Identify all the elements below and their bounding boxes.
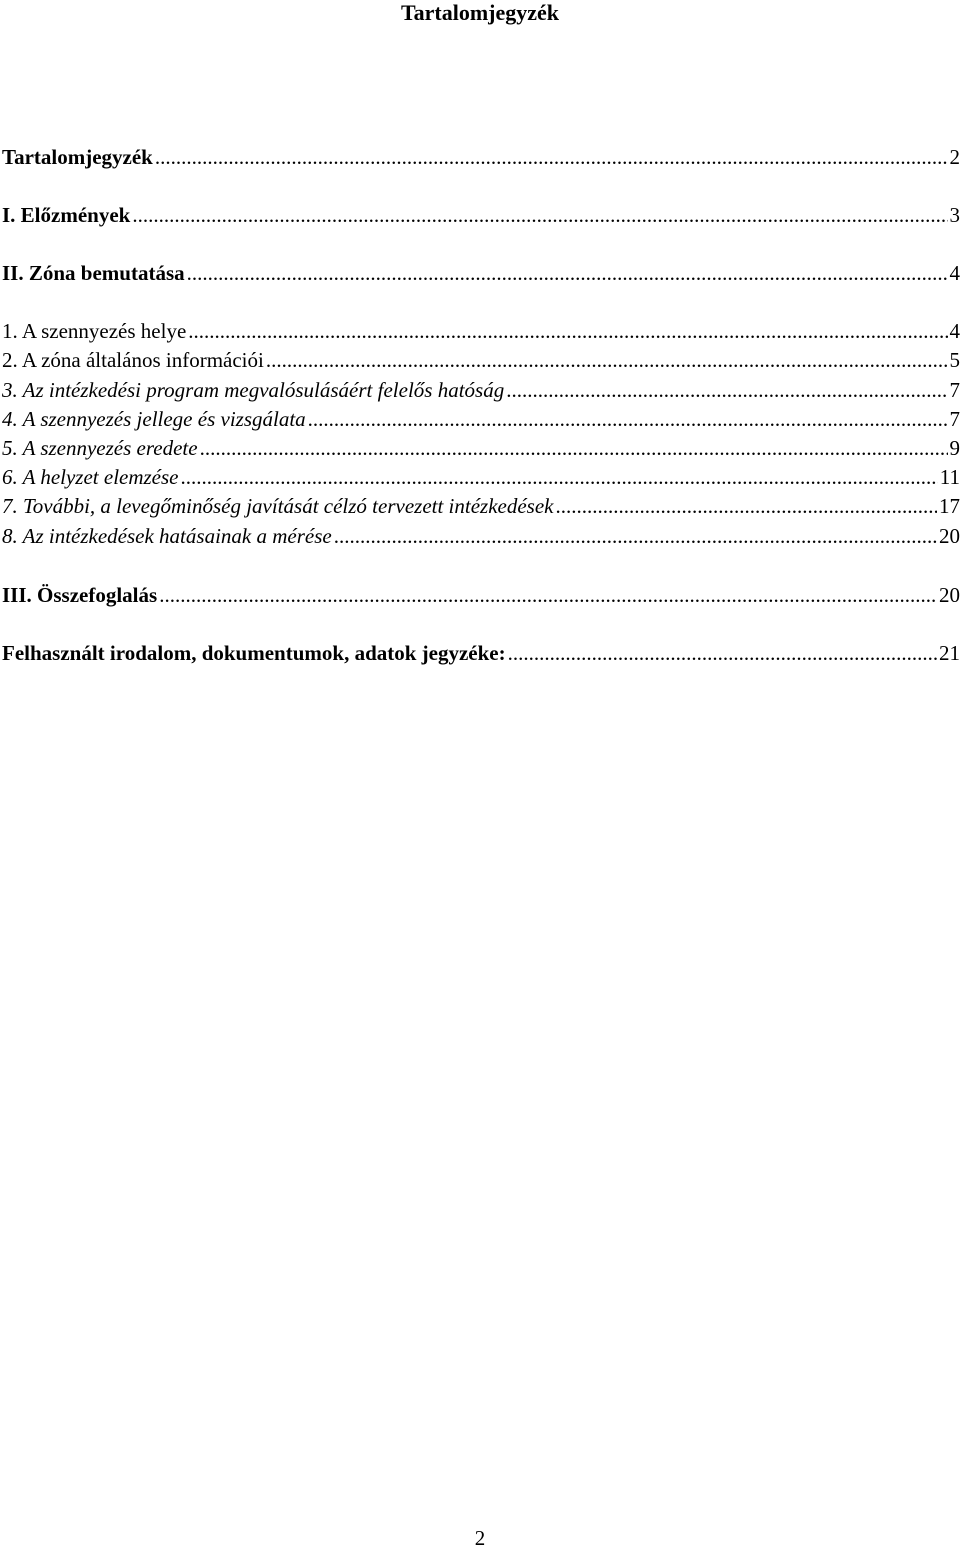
toc-entry-text: 3. Az intézkedési program megvalósulásáért felelős hatóság (2, 378, 505, 402)
toc-entry-page: 20 (939, 583, 960, 607)
toc-entry[interactable] (2, 145, 960, 169)
toc-entry[interactable] (2, 465, 960, 489)
toc-dot-leader (159, 583, 937, 607)
toc-entry[interactable] (2, 407, 960, 431)
toc-entry[interactable] (2, 203, 960, 227)
toc-dot-leader (266, 348, 948, 372)
toc-dot-leader (188, 319, 947, 343)
toc-entry[interactable] (2, 583, 960, 607)
toc-entry[interactable] (2, 348, 960, 372)
toc-entry-text: 4. A szennyezés jellege és vizsgálata (2, 407, 306, 431)
toc-entry-text: Felhasznált irodalom, dokumentumok, adatok jegyzéke: (2, 641, 506, 665)
toc-dot-leader (155, 145, 948, 169)
toc-entry-page: 21 (939, 641, 960, 665)
toc-dot-leader (181, 465, 938, 489)
toc-entry-page: 17 (939, 494, 960, 518)
toc-entry-text: 8. Az intézkedések hatásainak a mérése (2, 524, 332, 548)
toc-entry-text: 6. A helyzet elemzése (2, 465, 179, 489)
toc-entry-text: Tartalomjegyzék (2, 145, 153, 169)
toc-entry-text: 7. További, a levegőminőség javítását célzó tervezett intézkedések (2, 494, 554, 518)
toc-entry[interactable] (2, 641, 960, 665)
toc-entry[interactable] (2, 261, 960, 285)
toc-entry-text: 5. A szennyezés eredete (2, 436, 198, 460)
toc-entry-page: 20 (939, 524, 960, 548)
toc-dot-leader (556, 494, 938, 518)
toc-entry[interactable] (2, 378, 960, 402)
toc-entry-page: 7 (949, 407, 960, 431)
toc-entry[interactable] (2, 436, 960, 460)
page-number: 2 (474, 1526, 486, 1550)
toc-entry-page: 3 (949, 203, 960, 227)
toc-dot-leader (200, 436, 948, 460)
toc-entry[interactable] (2, 319, 960, 343)
toc-dot-leader (334, 524, 937, 548)
toc-entry-page: 4 (949, 319, 960, 343)
toc-entry-page: 11 (939, 465, 960, 489)
toc-dot-leader (132, 203, 947, 227)
toc-entry-text: II. Zóna bemutatása (2, 261, 185, 285)
toc-entry-text: I. Előzmények (2, 203, 131, 227)
toc-entry-page: 2 (949, 145, 960, 169)
toc-entry-page: 9 (949, 436, 960, 460)
toc-entry-page: 7 (949, 378, 960, 402)
toc-entry-text: 2. A zóna általános információi (2, 348, 264, 372)
toc-entry[interactable] (2, 524, 960, 548)
toc-entry-text: III. Összefoglalás (2, 583, 158, 607)
toc-entry-page: 4 (949, 261, 960, 285)
toc-dot-leader (187, 261, 948, 285)
toc-entry-page: 5 (949, 348, 960, 372)
toc-dot-leader (308, 407, 948, 431)
page-title: Tartalomjegyzék (400, 0, 560, 25)
toc-entry[interactable] (2, 494, 960, 518)
toc-dot-leader (508, 641, 937, 665)
toc-dot-leader (506, 378, 947, 402)
toc-entry-text: 1. A szennyezés helye (2, 319, 187, 343)
